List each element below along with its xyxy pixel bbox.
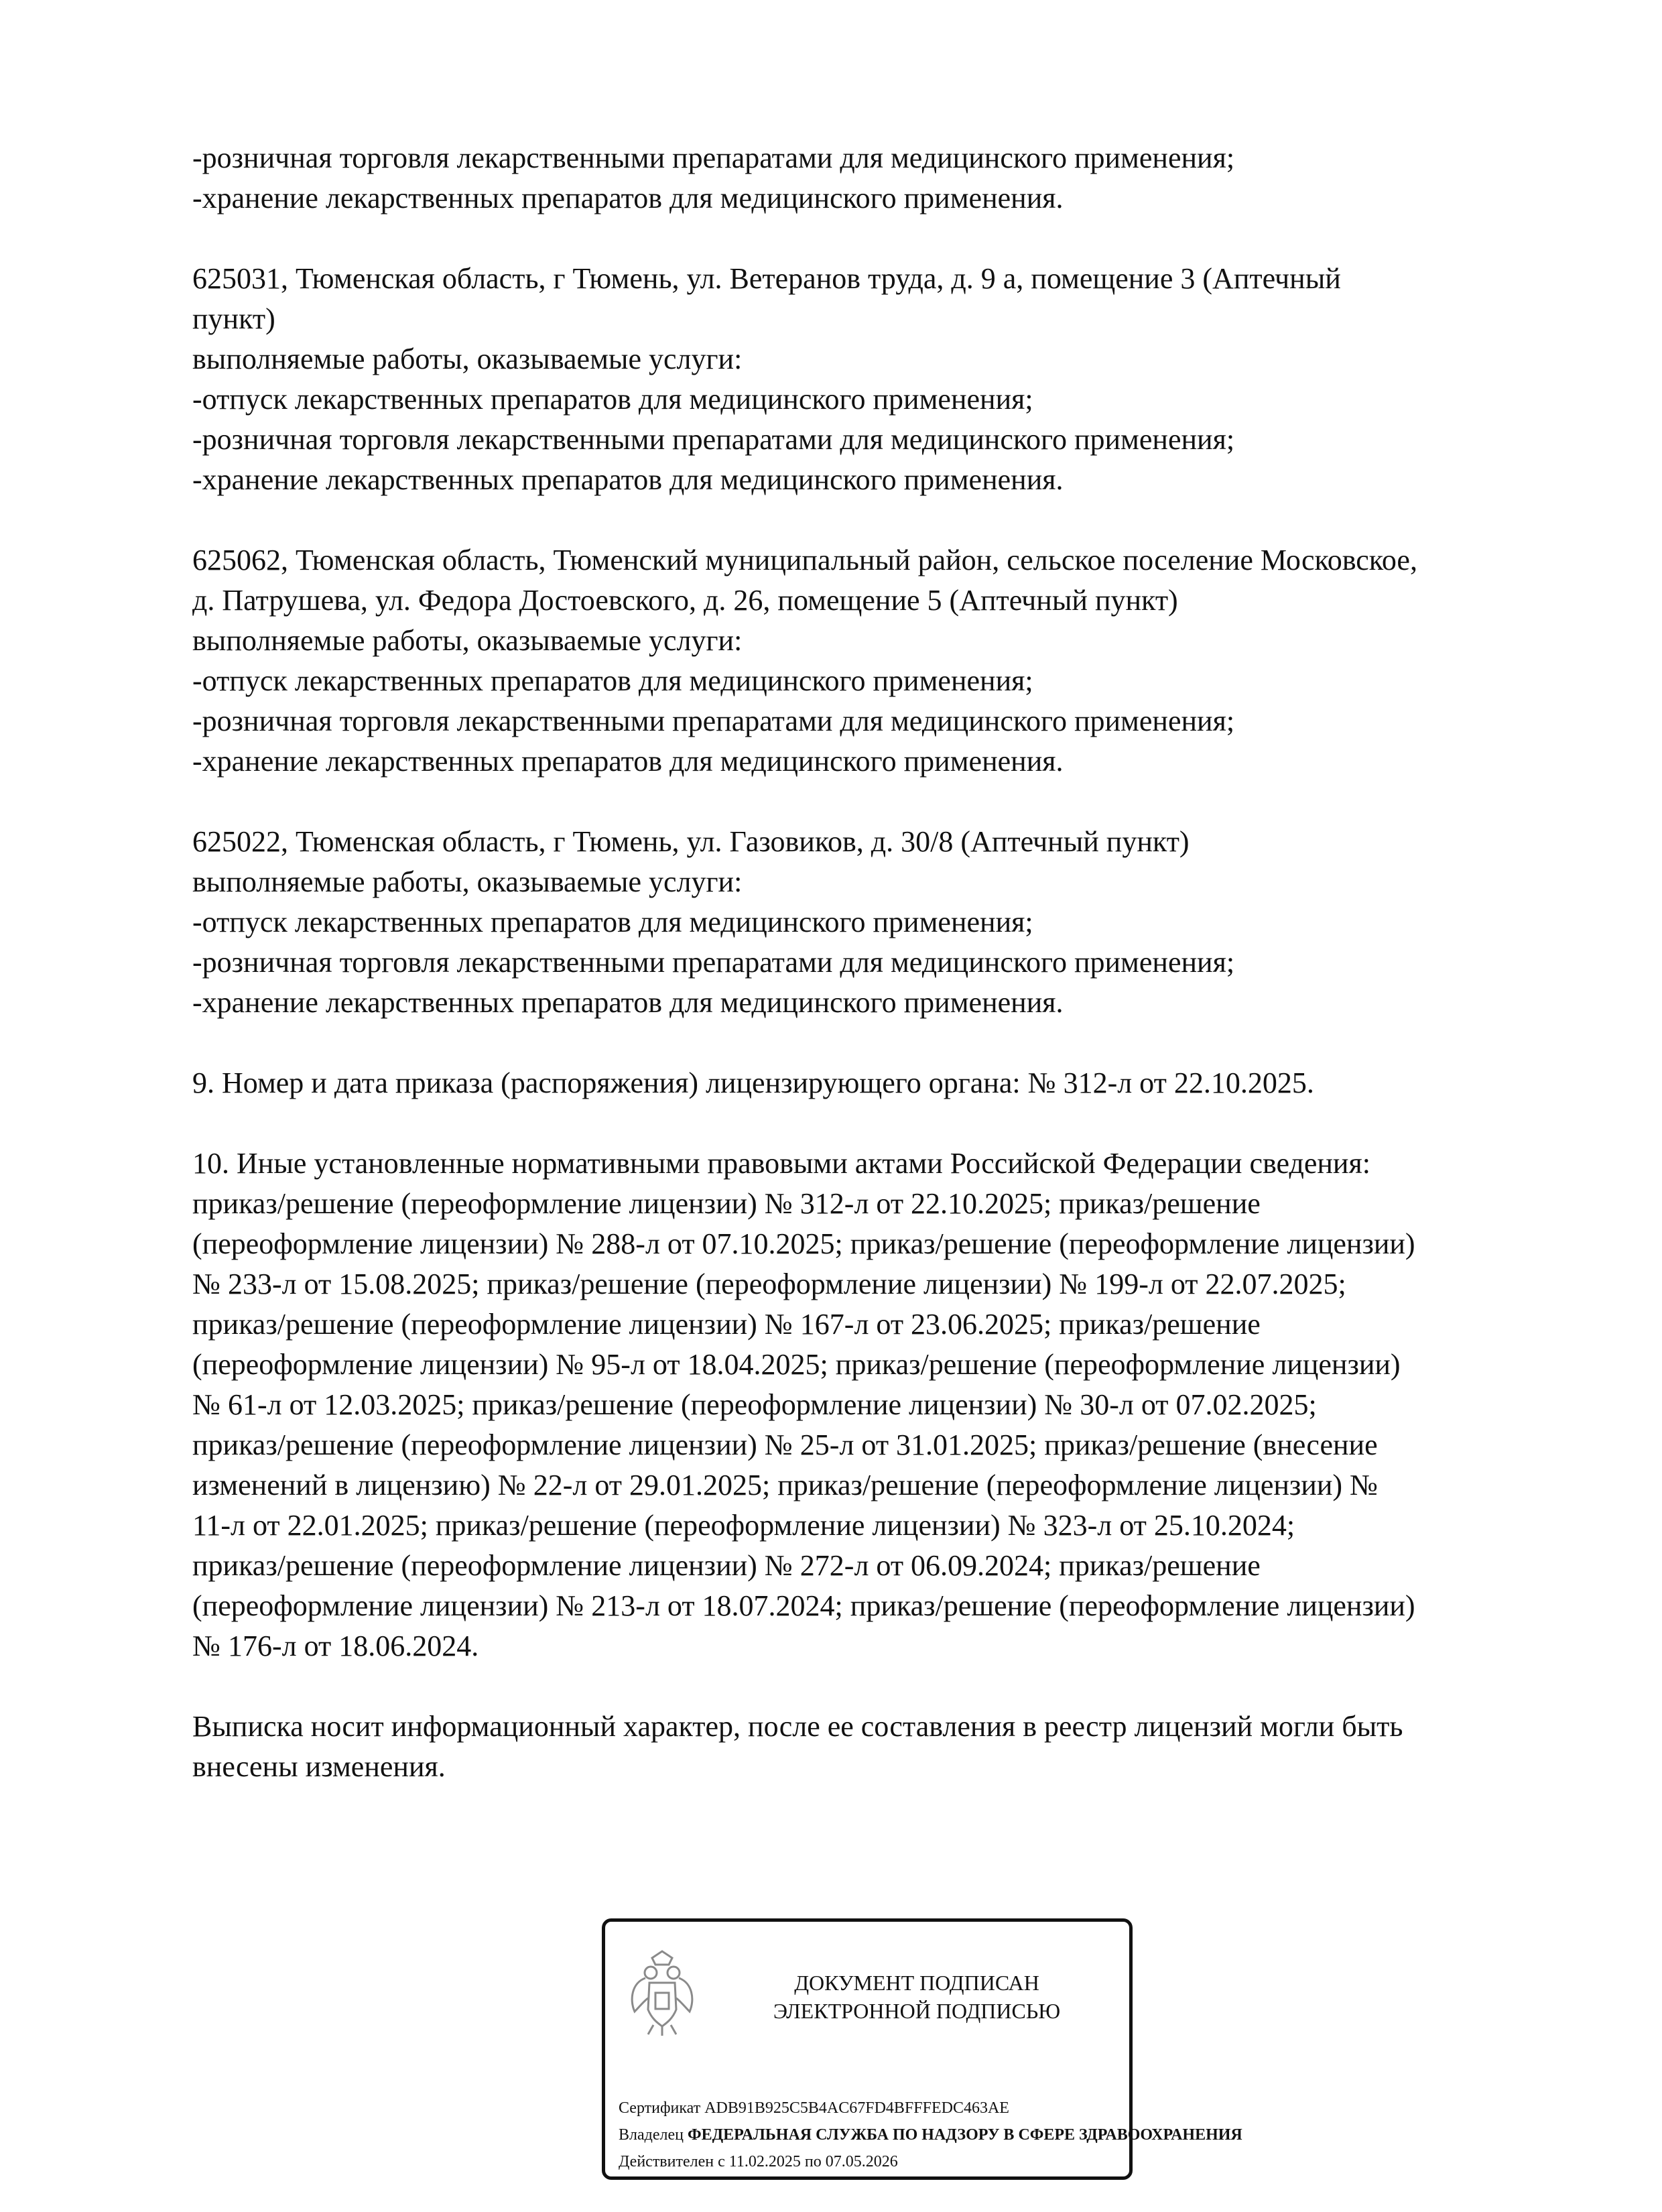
text-line: № 176-л от 18.06.2024. [192, 1630, 479, 1662]
text-line: выполняемые работы, оказываемые услуги: [192, 865, 743, 898]
certificate-value: ADB91B925C5B4AC67FD4BFFFEDC463AE [704, 2099, 1009, 2117]
text-block [192, 138, 1566, 219]
other-info-paragraph [192, 1144, 1566, 1666]
text-line: -отпуск лекарственных препаратов для медицинского применения; [192, 664, 1033, 697]
disclaimer-paragraph [192, 1707, 1566, 1787]
text-line: -хранение лекарственных препаратов для медицинского применения. [192, 745, 1064, 778]
text-line: -розничная торговля лекарственными препаратами для медицинского применения; [192, 423, 1235, 456]
certificate-label: Сертификат [619, 2099, 701, 2117]
stamp-details [619, 2095, 1242, 2175]
electronic-signature-stamp [602, 1918, 1242, 2180]
text-line: 625062, Тюменская область, Тюменский муниципальный район, сельское поселение Московское, [192, 544, 1417, 576]
text-line: выполняемые работы, оказываемые услуги: [192, 624, 743, 657]
stamp-title [716, 1969, 1118, 2025]
text-line: приказ/решение (переоформление лицензии) № 167-л от 23.06.2025; приказ/решение [192, 1308, 1261, 1341]
text-line: изменений в лицензию) № 22-л от 29.01.2025; приказ/решение (переоформление лицензии) № [192, 1469, 1379, 1501]
text-line: 9. Номер и дата приказа (распоряжения) лицензирующего органа: № 312-л от 22.10.2025. [192, 1066, 1314, 1099]
text-line: -хранение лекарственных препаратов для медицинского применения. [192, 182, 1064, 214]
stamp-title-line-1: ДОКУМЕНТ ПОДПИСАН [794, 1971, 1039, 1995]
paragraph-gap [192, 1023, 1566, 1063]
validity-text: Действителен с 11.02.2025 по 07.05.2026 [619, 2153, 898, 2170]
text-line: -отпуск лекарственных препаратов для медицинского применения; [192, 383, 1033, 416]
text-line: 625031, Тюменская область, г Тюмень, ул. Ветеранов труда, д. 9 а, помещение 3 (Аптечный [192, 262, 1341, 295]
owner-label: Владелец [619, 2126, 684, 2144]
text-line: приказ/решение (переоформление лицензии) № 272-л от 06.09.2024; приказ/решение [192, 1549, 1261, 1582]
order-number-paragraph [192, 1063, 1566, 1103]
paragraph-gap [192, 782, 1566, 822]
text-line: № 233-л от 15.08.2025; приказ/решение (переоформление лицензии) № 199-л от 22.07.2025; [192, 1268, 1346, 1300]
text-line: (переоформление лицензии) № 95-л от 18.04.2025; приказ/решение (переоформление лицензии) [192, 1348, 1401, 1381]
text-line: № 61-л от 12.03.2025; приказ/решение (переоформление лицензии) № 30-л от 07.02.2025; [192, 1388, 1317, 1421]
text-line: (переоформление лицензии) № 213-л от 18.07.2024; приказ/решение (переоформление лицензии) [192, 1589, 1415, 1622]
text-line: пункт) [192, 302, 275, 335]
document-body [192, 138, 1566, 1787]
paragraph-gap [192, 1666, 1566, 1707]
address-block [192, 259, 1566, 500]
russian-coat-of-arms-icon [625, 1946, 699, 2040]
text-line: 625022, Тюменская область, г Тюмень, ул. Газовиков, д. 30/8 (Аптечный пункт) [192, 825, 1190, 858]
paragraph-gap [192, 219, 1566, 259]
text-line: -розничная торговля лекарственными препаратами для медицинского применения; [192, 704, 1235, 737]
paragraph-gap [192, 500, 1566, 540]
text-line: (переоформление лицензии) № 288-л от 07.10.2025; приказ/решение (переоформление лицензии) [192, 1227, 1415, 1260]
text-line: 11-л от 22.01.2025; приказ/решение (переоформление лицензии) № 323-л от 25.10.2024; [192, 1509, 1295, 1542]
owner-row [619, 2122, 1242, 2148]
text-line: -розничная торговля лекарственными препаратами для медицинского применения; [192, 141, 1235, 174]
text-line: внесены изменения. [192, 1750, 446, 1783]
owner-value: ФЕДЕРАЛЬНАЯ СЛУЖБА ПО НАДЗОРУ В СФЕРЕ ЗДРАВООХРАНЕНИЯ [687, 2126, 1242, 2144]
text-line: приказ/решение (переоформление лицензии) № 312-л от 22.10.2025; приказ/решение [192, 1187, 1261, 1220]
address-block [192, 822, 1566, 1023]
address-block [192, 540, 1566, 782]
certificate-row [619, 2095, 1242, 2122]
text-line: д. Патрушева, ул. Федора Достоевского, д. 26, помещение 5 (Аптечный пункт) [192, 584, 1178, 617]
text-line: выполняемые работы, оказываемые услуги: [192, 343, 743, 375]
stamp-title-line-2: ЭЛЕКТРОННОЙ ПОДПИСЬЮ [773, 1999, 1061, 2023]
text-line: Выписка носит информационный характер, после ее составления в реестр лицензий могли быть [192, 1710, 1403, 1743]
paragraph-gap [192, 1103, 1566, 1144]
text-line: -отпуск лекарственных препаратов для медицинского применения; [192, 906, 1033, 938]
text-line: -хранение лекарственных препаратов для медицинского применения. [192, 986, 1064, 1019]
text-line: 10. Иные установленные нормативными правовыми актами Российской Федерации сведения: [192, 1147, 1370, 1180]
text-line: -розничная торговля лекарственными препаратами для медицинского применения; [192, 946, 1235, 979]
text-line: -хранение лекарственных препаратов для медицинского применения. [192, 463, 1064, 496]
validity-row [619, 2148, 1242, 2175]
text-line: приказ/решение (переоформление лицензии) № 25-л от 31.01.2025; приказ/решение (внесение [192, 1428, 1378, 1461]
